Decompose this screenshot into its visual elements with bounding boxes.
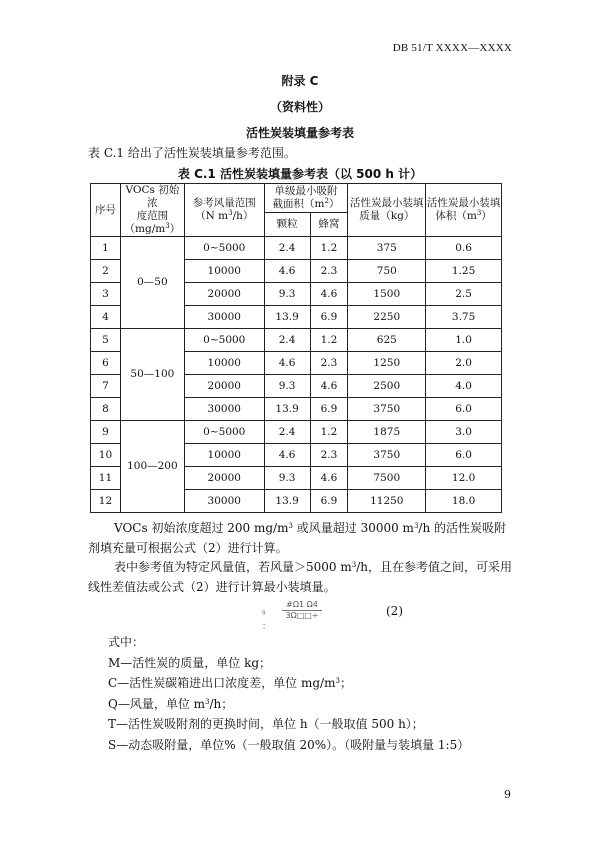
cell-min-volume: 6.0: [426, 444, 502, 467]
variable-m: M—活性炭的质量，单位 kg；: [108, 655, 272, 670]
table-row: [91, 329, 502, 352]
cell-honeycomb-area: 1.2: [310, 329, 348, 352]
table-row: [91, 237, 502, 260]
cell-min-mass: 375: [348, 237, 426, 260]
cell-min-volume: 2.0: [426, 352, 502, 375]
cell-granule-area: 2.4: [264, 237, 310, 260]
cell-min-mass: 1500: [348, 283, 426, 306]
cell-airflow: 30000: [184, 306, 264, 329]
header-index: 序号: [91, 184, 121, 237]
cell-honeycomb-area: 6.9: [310, 306, 348, 329]
variable-definitions: [108, 632, 469, 755]
cell-min-mass: 11250: [348, 490, 426, 513]
variables-intro: 式中：: [108, 635, 145, 649]
cell-min-mass: 2500: [348, 375, 426, 398]
cell-airflow: 10000: [184, 260, 264, 283]
cell-granule-area: 9.3: [264, 467, 310, 490]
cell-min-volume: 3.75: [426, 306, 502, 329]
formula-number: (2): [386, 604, 403, 618]
variable-c: C—活性炭碳箱进出口浓度差，单位 $mg/m^3$；: [108, 676, 352, 690]
cell-honeycomb-area: 4.6: [310, 467, 348, 490]
cell-min-volume: 3.0: [426, 421, 502, 444]
variable-q: Q—风量，单位 $m^3/h$；: [108, 696, 234, 711]
cell-index: 2: [91, 260, 121, 283]
cell-granule-area: 4.6: [264, 444, 310, 467]
cell-min-mass: 1875: [348, 421, 426, 444]
cell-airflow: 20000: [184, 467, 264, 490]
cell-honeycomb-area: 6.9: [310, 490, 348, 513]
cell-index: 11: [91, 467, 121, 490]
cell-voc-range: 0—50: [120, 237, 184, 329]
cell-airflow: 0~5000: [184, 237, 264, 260]
reference-table: [90, 183, 502, 513]
cell-granule-area: 9.3: [264, 375, 310, 398]
cell-index: 1: [91, 237, 121, 260]
table-row: [91, 421, 502, 444]
cell-granule-area: 2.4: [264, 329, 310, 352]
cell-index: 6: [91, 352, 121, 375]
cell-granule-area: 9.3: [264, 283, 310, 306]
cell-granule-area: 13.9: [264, 490, 310, 513]
appendix-intro: 表 C.1 给出了活性炭装填量参考范围。: [88, 146, 296, 160]
cell-min-mass: 3750: [348, 444, 426, 467]
cell-honeycomb-area: 1.2: [310, 237, 348, 260]
cell-index: 3: [91, 283, 121, 306]
formula-numerator: #Ω1 Ω4: [282, 600, 322, 611]
table-caption: 表 C.1 活性炭装填量参考表（以 500 h 计）: [177, 167, 423, 181]
cell-index: 7: [91, 375, 121, 398]
cell-index: 10: [91, 444, 121, 467]
cell-min-volume: 1.25: [426, 260, 502, 283]
variable-t: T—活性炭吸附剂的更换时间，单位 h（一般取值 500 h）；: [108, 717, 424, 731]
cell-airflow: 30000: [184, 490, 264, 513]
cell-min-mass: 625: [348, 329, 426, 352]
cell-airflow: 20000: [184, 375, 264, 398]
cell-min-mass: 2250: [348, 306, 426, 329]
cell-min-volume: 0.6: [426, 237, 502, 260]
formula-fraction: [282, 600, 322, 620]
cell-min-mass: 750: [348, 260, 426, 283]
header-granule: 颗粒: [264, 213, 310, 237]
standard-code-header: DB 51/T XXXX—XXXX: [392, 42, 512, 54]
cell-airflow: 10000: [184, 352, 264, 375]
page-number: 9: [504, 788, 511, 801]
cell-granule-area: 13.9: [264, 398, 310, 421]
cell-airflow: 10000: [184, 444, 264, 467]
cell-honeycomb-area: 6.9: [310, 398, 348, 421]
cell-voc-range: 100—200: [120, 421, 184, 513]
cell-index: 9: [91, 421, 121, 444]
paragraph-high-concentration: VOCs 初始浓度超过 200 $mg/m^3$ 或风量超过 30000 $m^3/h$ 的活性炭吸附剂填充量可根据公式（2）进行计算。: [88, 521, 506, 555]
cell-granule-area: 4.6: [264, 260, 310, 283]
appendix-nature: （资料性）: [269, 100, 330, 114]
cell-min-mass: 3750: [348, 398, 426, 421]
cell-index: 12: [91, 490, 121, 513]
header-area: 单级最小吸附 截面积$(m^2)$: [264, 184, 348, 213]
variable-s: S—动态吸附量，单位%（一般取值 20%）。（吸附量与装填量 1:5）: [108, 737, 470, 752]
cell-honeycomb-area: 2.3: [310, 444, 348, 467]
formula-lhs: ꝰ ：: [262, 609, 272, 632]
cell-granule-area: 13.9: [264, 306, 310, 329]
header-min-volume: 活性炭最小装填 体积$(m^3)$: [426, 184, 502, 237]
cell-min-volume: 4.0: [426, 375, 502, 398]
appendix-title: 活性炭装填量参考表: [245, 126, 354, 140]
cell-honeycomb-area: 2.3: [310, 260, 348, 283]
cell-honeycomb-area: 4.6: [310, 283, 348, 306]
cell-index: 4: [91, 306, 121, 329]
cell-min-volume: 1.0: [426, 329, 502, 352]
cell-airflow: 20000: [184, 283, 264, 306]
cell-index: 5: [91, 329, 121, 352]
cell-granule-area: 4.6: [264, 352, 310, 375]
header-airflow: 参考风量范围 （N $m^3/h$）: [184, 184, 264, 237]
cell-airflow: 0~5000: [184, 421, 264, 444]
header-honeycomb: 蜂窝: [310, 213, 348, 237]
cell-voc-range: 50—100: [120, 329, 184, 421]
appendix-label: 附录 C: [281, 74, 319, 88]
cell-airflow: 30000: [184, 398, 264, 421]
header-min-mass: 活性炭最小装填 质量（kg）: [348, 184, 426, 237]
cell-index: 8: [91, 398, 121, 421]
cell-airflow: 0~5000: [184, 329, 264, 352]
cell-honeycomb-area: 2.3: [310, 352, 348, 375]
header-voc-range: VOCs 初始浓 度范围 $(mg/m^3)$: [120, 184, 184, 237]
paragraph-interpolation: 表中参考值为特定风量值，若风量＞5000 $m^3/h$，且在参考值之间，可采用线性差值法或公式（2）进行计算最小装填量。: [88, 560, 512, 594]
cell-honeycomb-area: 1.2: [310, 421, 348, 444]
cell-honeycomb-area: 4.6: [310, 375, 348, 398]
cell-min-volume: 6.0: [426, 398, 502, 421]
cell-min-mass: 1250: [348, 352, 426, 375]
cell-min-volume: 2.5: [426, 283, 502, 306]
cell-min-mass: 7500: [348, 467, 426, 490]
cell-granule-area: 2.4: [264, 421, 310, 444]
cell-min-volume: 12.0: [426, 467, 502, 490]
cell-min-volume: 18.0: [426, 490, 502, 513]
formula-denominator: 3Ω□□÷: [285, 611, 319, 620]
